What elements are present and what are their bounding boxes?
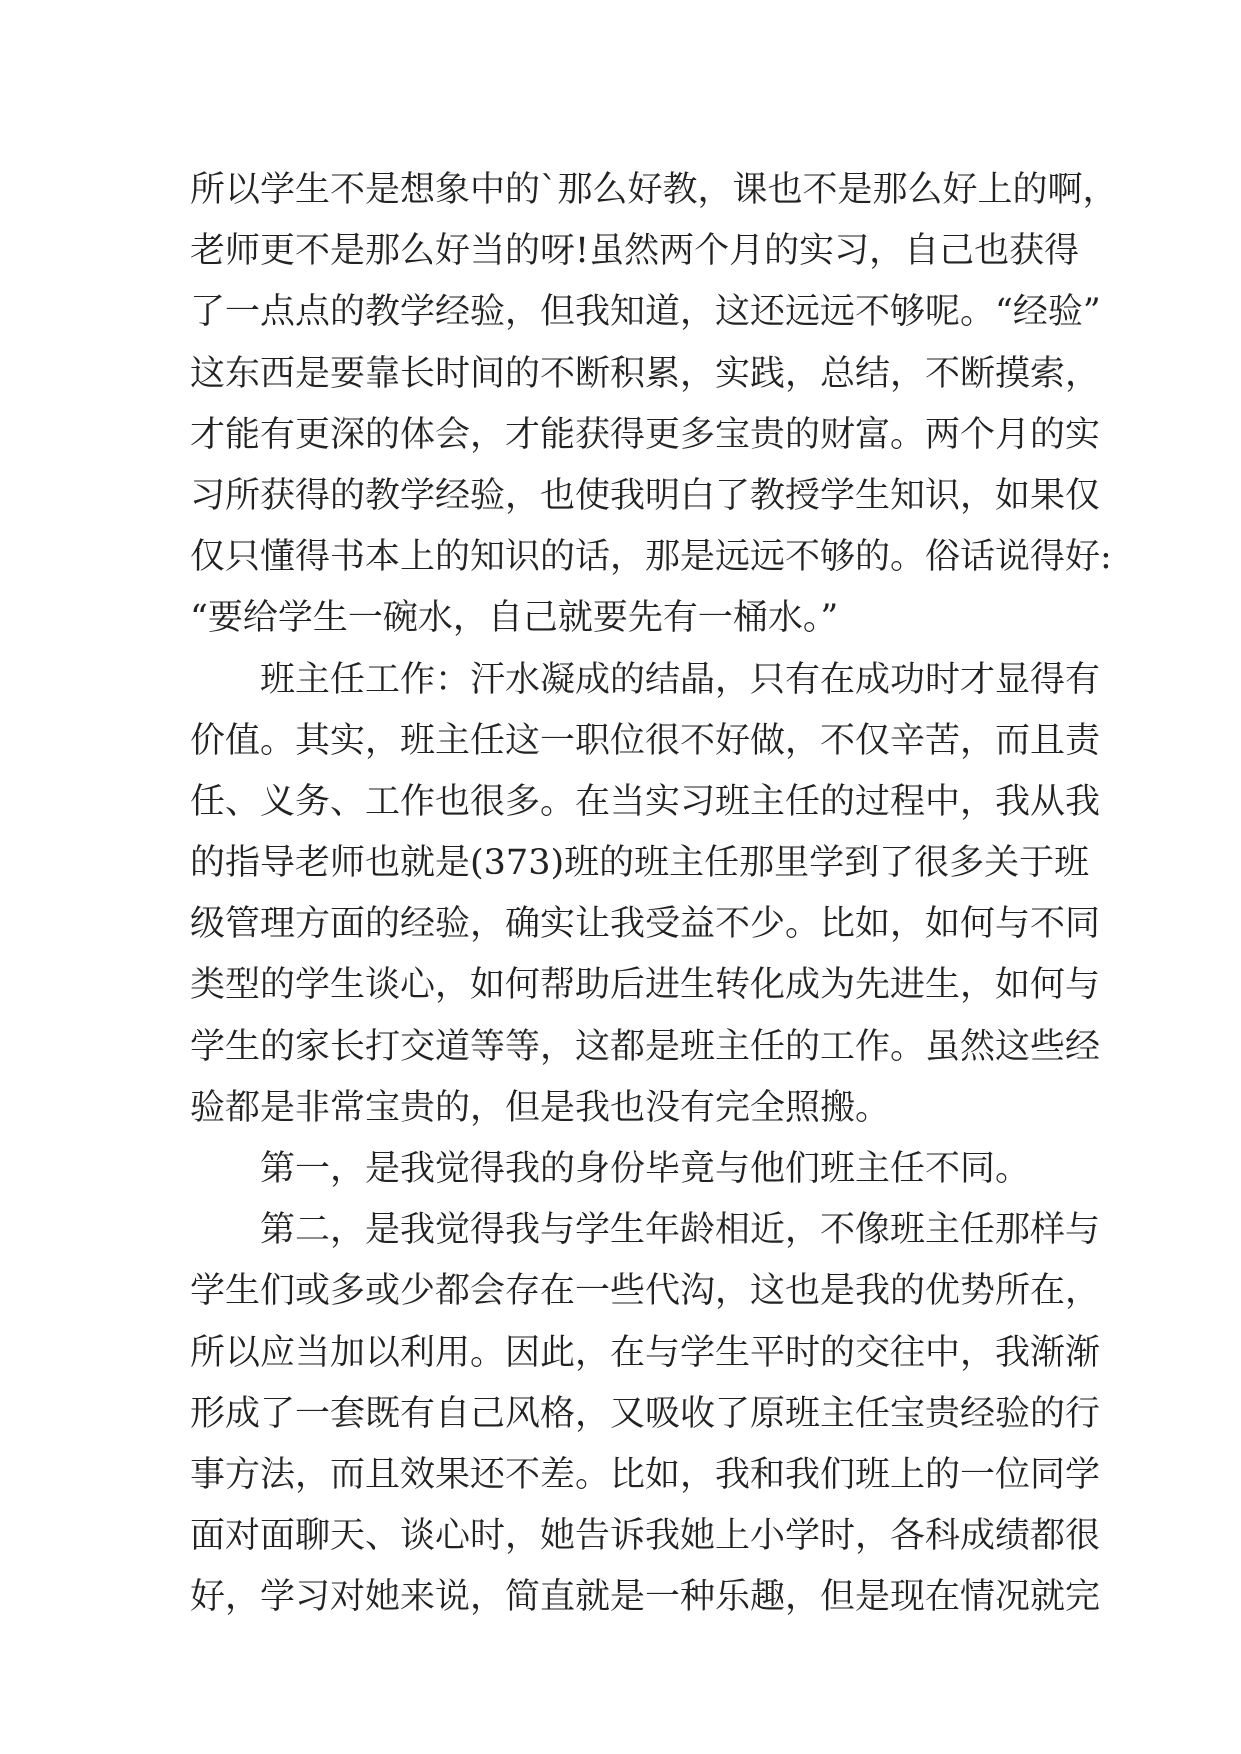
text-line: 学生们或多或少都会存在一些代沟，这也是我的优势所在， xyxy=(190,1271,1101,1312)
text-line: 价值。其实，班主任这一职位很不好做，不仅辛苦，而且责 xyxy=(190,720,1101,761)
body-text xyxy=(190,160,1118,1629)
text-line: 的指导老师也就是(373)班的班主任那里学到了很多关于班 xyxy=(190,843,1090,884)
text-line: 级管理方面的经验，确实让我受益不少。比如，如何与不同 xyxy=(190,904,1101,945)
text-line: 学生的家长打交道等等，这都是班主任的工作。虽然这些经 xyxy=(190,1026,1101,1067)
text-line: 班主任工作：汗水凝成的结晶，只有在成功时才显得有 xyxy=(260,659,1101,700)
text-line: 类型的学生谈心，如何帮助后进生转化成为先进生，如何与 xyxy=(190,965,1101,1006)
text-line: 好，学习对她来说，简直就是一种乐趣，但是现在情况就完 xyxy=(190,1577,1101,1618)
text-line: 才能有更深的体会，才能获得更多宝贵的财富。两个月的实 xyxy=(190,414,1101,455)
text-line: 老师更不是那么好当的呀!虽然两个月的实习，自己也获得 xyxy=(190,231,1080,272)
text-line: 任、义务、工作也很多。在当实习班主任的过程中，我从我 xyxy=(190,781,1101,822)
text-line: 所以学生不是想象中的`那么好教，课也不是那么好上的啊， xyxy=(190,170,1118,210)
text-line: 第一，是我觉得我的身份毕竟与他们班主任不同。 xyxy=(260,1149,1031,1189)
text-line: 仅只懂得书本上的知识的话，那是远远不够的。俗话说得好: xyxy=(190,537,1112,578)
text-line: 所以应当加以利用。因此，在与学生平时的交往中，我渐渐 xyxy=(190,1332,1101,1373)
text-line: 面对面聊天、谈心时，她告诉我她上小学时，各科成绩都很 xyxy=(190,1516,1101,1557)
text-line: 这东西是要靠长时间的不断积累，实践，总结，不断摸索， xyxy=(190,353,1101,394)
text-line: “要给学生一碗水，自己就要先有一桶水。” xyxy=(190,598,839,639)
text-line: 第二，是我觉得我与学生年龄相近，不像班主任那样与 xyxy=(260,1210,1101,1251)
text-line: 了一点点的教学经验，但我知道，这还远远不够呢。“经验” xyxy=(190,292,1101,333)
text-line: 事方法，而且效果还不差。比如，我和我们班上的一位同学 xyxy=(190,1454,1101,1495)
text-line: 验都是非常宝贵的，但是我也没有完全照搬。 xyxy=(190,1087,891,1128)
text-line: 形成了一套既有自己风格，又吸收了原班主任宝贵经验的行 xyxy=(190,1393,1101,1434)
text-line: 习所获得的教学经验，也使我明白了教授学生知识，如果仅 xyxy=(190,475,1101,516)
